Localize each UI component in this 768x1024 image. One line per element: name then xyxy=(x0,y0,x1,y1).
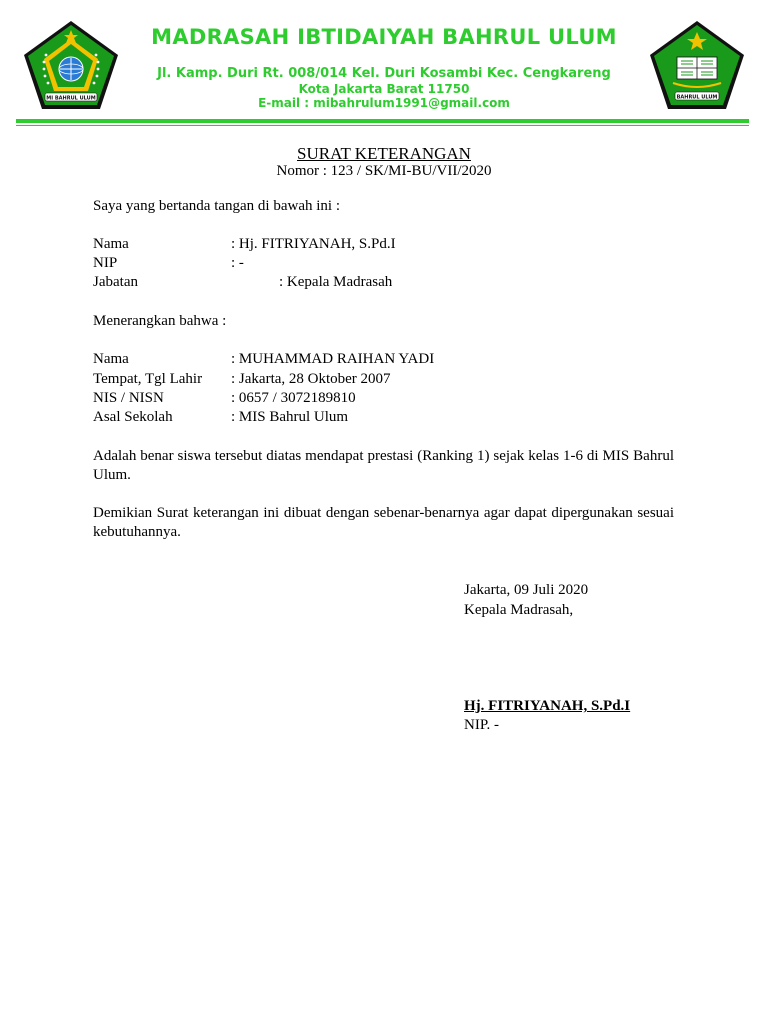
signer-label-nama: Nama xyxy=(93,236,129,252)
signer-value-jabatan: : Kepala Madrasah xyxy=(279,274,393,290)
student-value-nis: : 0657 / 3072189810 xyxy=(231,390,356,406)
school-address: Jl. Kamp. Duri Rt. 008/014 Kel. Duri Kosambi Kec. Cengkareng xyxy=(157,66,611,81)
school-city: Kota Jakarta Barat 11750 xyxy=(298,82,470,96)
signature-position: Kepala Madrasah, xyxy=(464,602,574,618)
intro-text: Saya yang bertanda tangan di bawah ini : xyxy=(93,198,341,214)
student-value-nama: : MUHAMMAD RAIHAN YADI xyxy=(231,351,435,367)
student-label-ttl: Tempat, Tgl Lahir xyxy=(93,371,203,387)
kemenag-emblem-icon xyxy=(647,19,747,111)
signer-label-jabatan: Jabatan xyxy=(93,274,138,290)
student-label-nama: Nama xyxy=(93,351,129,367)
right-logo-caption: BAHRUL ULUM xyxy=(676,94,718,101)
document-number: Nomor : 123 / SK/MI-BU/VII/2020 xyxy=(276,163,492,179)
statement-paragraph: Adalah benar siswa tersebut diatas mendapat prestasi (Ranking 1) sejak kelas 1-6 di MIS Bahrul Ulum. xyxy=(93,448,674,483)
student-label-sekolah: Asal Sekolah xyxy=(93,409,173,425)
document-title: SURAT KETERANGAN xyxy=(297,144,471,163)
header-divider-thick xyxy=(16,119,749,123)
left-logo-caption: MI BAHRUL ULUM xyxy=(46,95,96,102)
signature-place-date: Jakarta, 09 Juli 2020 xyxy=(464,582,589,598)
signature-nip: NIP. - xyxy=(464,717,500,733)
school-email: E-mail : mibahrulum1991@gmail.com xyxy=(258,96,510,110)
signature-name: Hj. FITRIYANAH, S.Pd.I xyxy=(464,698,631,714)
student-value-sekolah: : MIS Bahrul Ulum xyxy=(231,409,349,425)
closing-paragraph: Demikian Surat keterangan ini dibuat dengan sebenar-benarnya agar dapat dipergunakan sesuai kebutuhannya. xyxy=(93,505,674,540)
declares-text: Menerangkan bahwa : xyxy=(93,313,227,329)
signer-label-nip: NIP xyxy=(93,255,118,271)
signer-value-nama: : Hj. FITRIYANAH, S.Pd.I xyxy=(231,236,396,252)
school-name: MADRASAH IBTIDAIYAH BAHRUL ULUM xyxy=(151,25,617,49)
madrasah-emblem-icon xyxy=(21,19,121,111)
signer-value-nip: : - xyxy=(231,255,244,271)
school-logo-right xyxy=(647,19,747,111)
student-label-nis: NIS / NISN xyxy=(93,390,164,406)
school-logo-left xyxy=(21,19,121,111)
student-value-ttl: : Jakarta, 28 Oktober 2007 xyxy=(231,371,391,387)
header-divider-thin xyxy=(16,125,749,126)
